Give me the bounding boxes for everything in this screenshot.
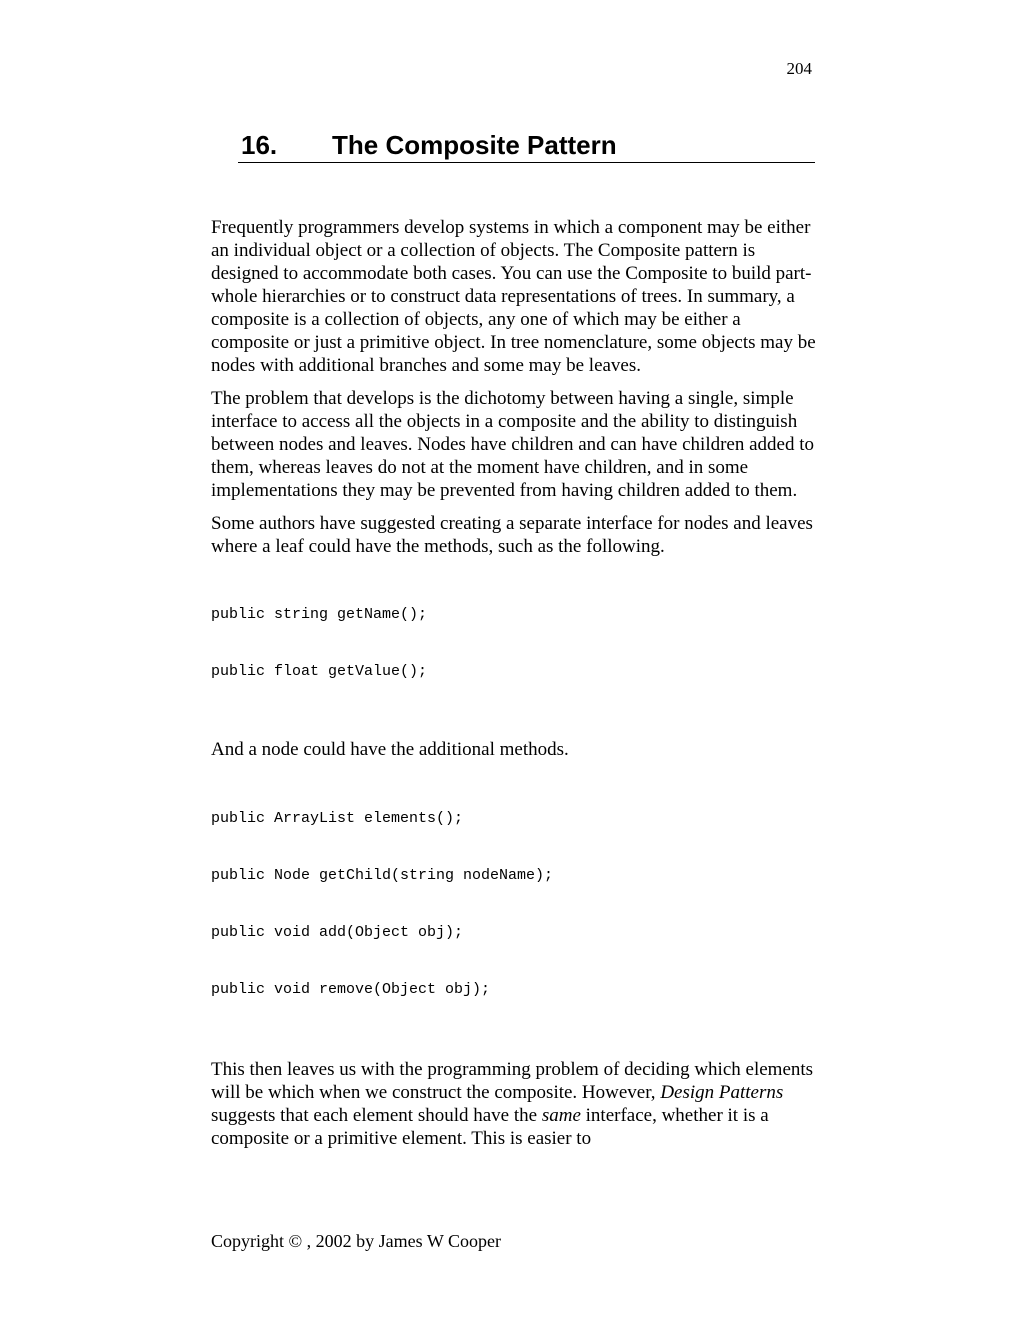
paragraph-text: This then leaves us with the programming problem of deciding which elements will be which when we construct the composite. However, [211, 1059, 814, 1103]
paragraph-separate-interface: Some authors have suggested creating a separate interface for nodes and leaves where a leaf could have the methods, such as the following. [211, 513, 813, 557]
code-line: public Node getChild(string nodeName); [211, 867, 554, 884]
paragraph-problem: The problem that develops is the dichotomy between having a single, simple interface to access all the objects in a composite and the ability to distinguish between nodes and leaves. Nodes have children and can have children added to them, whereas leaves do not at the moment have children, and in some implementations they may be prevented from having children added to them. [211, 388, 815, 501]
page-number: 204 [786, 59, 812, 78]
paragraph-node-methods: And a node could have the additional methods. [211, 739, 569, 760]
paragraph-text: suggests that each element should have the [211, 1105, 542, 1126]
book-title-italic: Design Patterns [660, 1082, 784, 1103]
code-line: public ArrayList elements(); [211, 810, 464, 827]
code-block-leaf-methods [211, 567, 823, 719]
code-line: public float getValue(); [211, 663, 428, 680]
emphasis-italic: same [541, 1105, 581, 1126]
chapter-heading [238, 128, 815, 163]
page-content [211, 216, 823, 1150]
code-block-node-methods [211, 771, 823, 1037]
code-line: public void add(Object obj); [211, 924, 464, 941]
code-line: public string getName(); [211, 606, 428, 623]
paragraph-intro: Frequently programmers develop systems in which a component may be either an individual object or a collection of objects. The Composite pattern is designed to accommodate both cases. You can use the Composite to build part-whole hierarchies or to construct data representations of trees. In summary, a composite is a collection of objects, any one of which may be either a composite or just a primitive object. In tree nomenclature, some objects may be nodes with additional branches and some may be leaves. [211, 217, 816, 376]
chapter-number: 16. [241, 130, 278, 160]
code-line: public void remove(Object obj); [211, 981, 491, 998]
copyright-footer: Copyright © , 2002 by James W Cooper [211, 1231, 501, 1251]
chapter-title: The Composite Pattern [332, 130, 617, 160]
paragraph-same-interface [211, 1058, 823, 1150]
paragraph-text: interface, whether it is a composite or a primitive element. This is easier to [211, 1105, 769, 1149]
